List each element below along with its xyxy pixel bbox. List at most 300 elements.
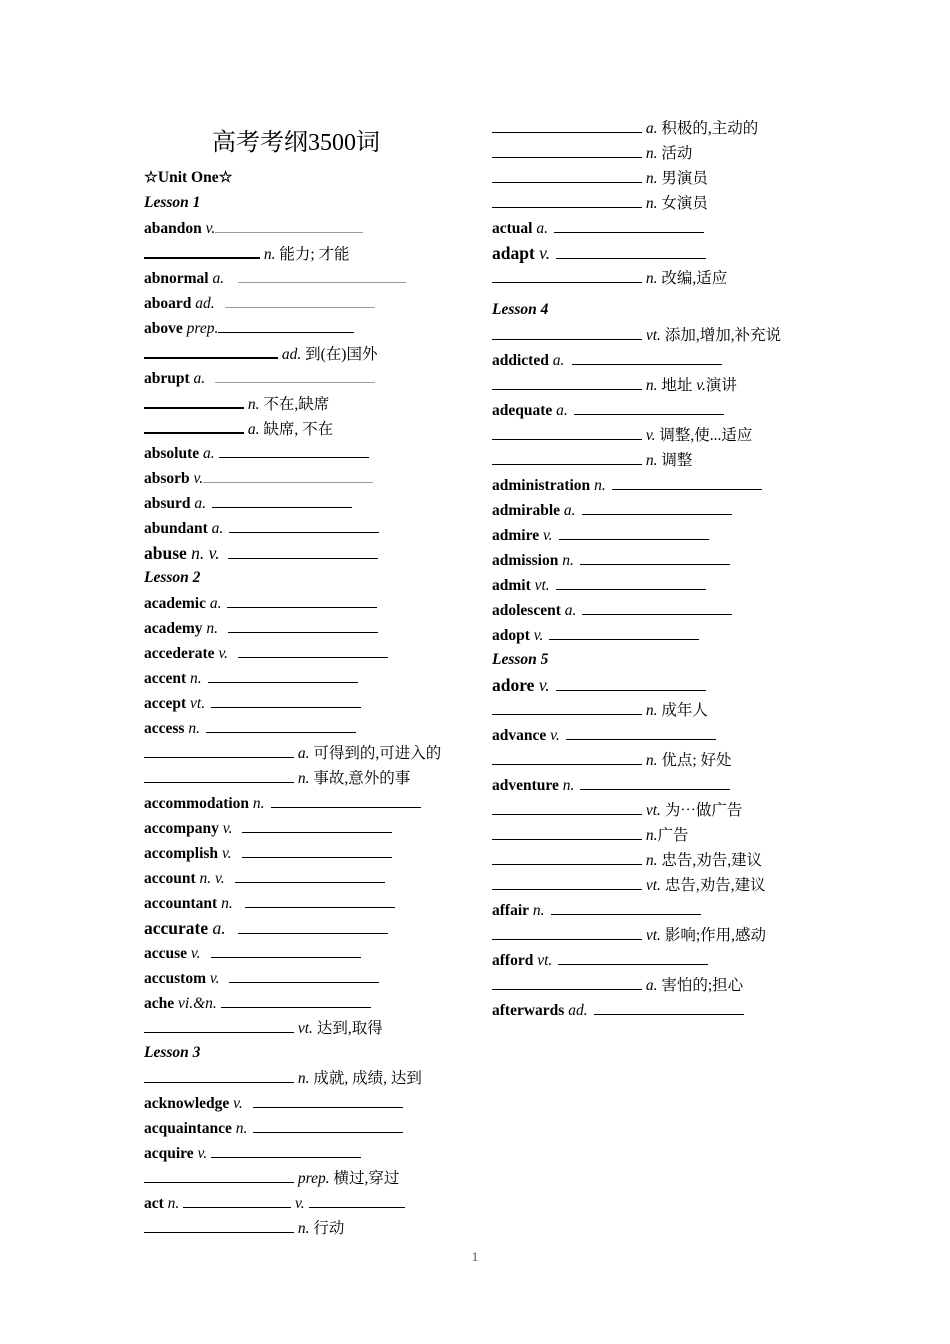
answer-blank[interactable] [492,850,642,865]
answer-blank[interactable] [492,425,642,440]
vocab-entry [144,468,373,489]
vocab-word: abuse [144,543,187,563]
chinese-meaning: 女演员 [657,195,708,212]
answer-blank[interactable] [229,968,379,983]
vocab-entry [492,600,732,621]
answer-blank[interactable] [271,793,421,808]
vocab-entry [492,675,706,695]
part-of-speech: a. [563,502,576,519]
lesson-heading: Lesson 2 [144,569,201,586]
vocab-word: accomplish [144,845,219,862]
answer-blank[interactable] [228,544,378,559]
vocab-entry [144,943,361,964]
vocab-entry [144,568,200,588]
vocab-word: accuse [144,945,188,962]
vocab-word: adapt [492,243,535,263]
part-of-speech: n. [645,170,658,187]
vocab-entry [144,668,358,689]
vocab-entry [492,218,704,239]
part-of-speech: a. [297,745,310,762]
answer-blank[interactable] [212,493,352,508]
vocab-entry [144,368,375,389]
chinese-meaning: 达到,取得 [312,1020,383,1037]
chinese-meaning: 能力; 才能 [275,246,350,263]
vocab-entry [492,750,732,771]
vocab-entry [492,243,706,263]
answer-blank[interactable] [144,393,244,409]
vocab-word: addicted [492,352,549,369]
vocab-word: absolute [144,445,200,462]
part-of-speech: prep. [297,1170,330,1187]
vocab-entry [144,193,200,213]
vocab-entry [144,1193,405,1214]
vocab-word: afterwards [492,1002,565,1019]
answer-blank[interactable] [492,975,642,990]
part-of-speech: v. [193,470,204,487]
vocab-entry [144,993,371,1014]
vocab-word: absorb [144,470,190,487]
part-of-speech: a. [203,445,215,462]
vocab-entry [492,625,699,646]
part-of-speech: v. [696,377,706,394]
part-of-speech: a. [193,370,206,387]
answer-blank[interactable] [206,718,356,733]
chinese-meaning: 成年人 [657,702,708,719]
vocab-entry [492,143,692,164]
part-of-speech: a. [645,120,658,137]
part-of-speech: v. [221,845,232,862]
answer-blank[interactable] [253,1118,403,1133]
vocab-word: adopt [492,627,530,644]
answer-blank[interactable] [574,400,724,415]
chinese-meaning: 到(在)国外 [301,346,378,363]
answer-blank[interactable] [309,1193,405,1208]
part-of-speech: n. [645,702,658,719]
vocab-word: accommodation [144,795,250,812]
vocab-entry [492,650,548,670]
vocab-word: admirable [492,502,561,519]
vocab-entry [144,218,363,239]
part-of-speech: v. [542,527,553,544]
part-of-speech: vt. [534,577,550,594]
chinese-meaning: 男演员 [657,170,708,187]
answer-blank[interactable] [580,775,730,790]
part-of-speech: n. [206,620,219,637]
answer-blank[interactable] [556,676,706,691]
answer-blank[interactable] [253,1093,403,1108]
vocab-entry [492,950,708,971]
chinese-meaning: 积极的,主动的 [657,120,759,137]
part-of-speech: n. [645,195,658,212]
vocab-entry [492,925,766,946]
answer-blank[interactable] [492,268,642,283]
vocab-entry [492,550,730,571]
part-of-speech: n. [167,1195,180,1212]
vocab-entry [144,643,388,664]
answer-blank[interactable] [492,750,642,765]
unit-heading: ☆Unit One☆ [144,169,233,186]
vocab-entry [144,593,377,614]
answer-blank[interactable] [144,768,294,783]
part-of-speech: v. [197,1145,208,1162]
answer-blank[interactable] [242,818,392,833]
vocab-word: accept [144,695,187,712]
vocab-word: admit [492,577,531,594]
part-of-speech: a. [247,421,260,438]
part-of-speech: v. [190,945,201,962]
vocab-word: admire [492,527,540,544]
vocab-word: administration [492,477,591,494]
vocab-word: abrupt [144,370,190,387]
vocab-word: abundant [144,520,208,537]
vocab-word: access [144,720,185,737]
vocab-entry [492,425,752,446]
vocab-entry [144,968,379,989]
answer-blank[interactable] [144,743,294,758]
vocab-word: above [144,320,183,337]
answer-blank[interactable] [492,800,642,815]
part-of-speech: a. [209,595,222,612]
part-of-speech: vt. [645,327,661,344]
vocab-entry [144,1018,383,1039]
answer-blank[interactable] [144,343,278,359]
vocab-word: affair [492,902,530,919]
part-of-speech: vt. [645,877,661,894]
part-of-speech: n. [188,720,200,737]
vocab-entry [492,268,727,289]
part-of-speech: n. [297,770,310,787]
vocab-entry [144,868,385,889]
answer-blank[interactable] [492,325,642,340]
part-of-speech: ad. [568,1002,588,1019]
vocab-word: accountant [144,895,218,912]
answer-blank[interactable] [492,168,642,183]
part-of-speech: v. [550,727,560,744]
answer-blank[interactable] [144,1068,294,1083]
answer-blank[interactable] [582,500,732,515]
vocab-entry [492,118,758,139]
answer-blank[interactable] [566,725,716,740]
vocab-entry [144,818,392,839]
part-of-speech: a. [552,352,565,369]
answer-blank[interactable] [556,244,706,259]
part-of-speech: vt. [537,952,553,969]
answer-blank[interactable] [144,1168,294,1183]
part-of-speech: v. [233,1095,243,1112]
answer-blank[interactable] [242,843,392,858]
answer-blank[interactable] [218,318,354,333]
answer-blank[interactable] [203,468,373,483]
vocab-word: act [144,1195,164,1212]
chinese-meaning: 地址 [657,377,697,394]
answer-blank[interactable] [492,143,642,158]
part-of-speech: n. [594,477,606,494]
chinese-meaning: 添加,增加,补充说 [660,327,782,344]
vocab-entry [144,1218,344,1239]
vocab-entry [144,543,378,563]
answer-blank[interactable] [221,993,371,1008]
vocab-entry [492,800,742,821]
vocab-word: afford [492,952,534,969]
part-of-speech: n. [221,895,233,912]
part-of-speech: n. [263,246,276,263]
vocab-entry [144,843,392,864]
part-of-speech: a. [564,602,577,619]
vocab-entry [492,525,709,546]
part-of-speech: n. v. [191,543,220,563]
vocab-entry [492,725,716,746]
vocab-word: academic [144,595,206,612]
chinese-meaning: 为⋯做广告 [660,802,743,819]
vocab-word: adequate [492,402,553,419]
chinese-meaning: 害怕的;担心 [657,977,744,994]
answer-blank[interactable] [238,919,388,934]
lesson-heading: Lesson 3 [144,1044,201,1061]
answer-blank[interactable] [572,350,722,365]
vocab-entry [144,518,379,539]
vocab-word: academy [144,620,203,637]
vocab-entry [492,475,762,496]
vocab-word: adolescent [492,602,561,619]
part-of-speech: vt. [645,802,661,819]
vocab-word: accederate [144,645,215,662]
vocab-word: abandon [144,220,202,237]
part-of-speech: n. [645,827,658,844]
answer-blank[interactable] [492,825,642,840]
answer-blank[interactable] [492,450,642,465]
part-of-speech: v. [205,220,216,237]
vocab-entry [144,1168,399,1189]
vocab-entry [144,693,361,714]
part-of-speech: n. [645,452,658,469]
vocab-entry [144,1068,422,1089]
answer-blank[interactable] [556,575,706,590]
chinese-meaning: 行动 [309,1220,345,1237]
answer-blank[interactable] [219,443,369,458]
vocab-entry [144,393,329,415]
answer-blank[interactable] [554,218,704,233]
part-of-speech: ad. [281,346,302,363]
part-of-speech: v. [295,1195,305,1212]
part-of-speech: n. [190,670,202,687]
vocab-entry [144,443,369,464]
vocab-entry [144,918,388,938]
lesson-heading: Lesson 5 [492,651,549,668]
vocab-entry [144,343,377,365]
part-of-speech: n. [645,377,658,394]
part-of-speech: n. [532,902,545,919]
answer-blank[interactable] [559,525,709,540]
answer-blank[interactable] [238,643,388,658]
vocab-word: absurd [144,495,191,512]
vocab-entry [492,300,548,320]
answer-blank[interactable] [235,868,385,883]
part-of-speech: vt. [645,927,661,944]
part-of-speech: vt. [297,1020,313,1037]
vocab-entry [144,418,333,440]
part-of-speech: n. [562,552,574,569]
answer-blank[interactable] [144,1018,294,1033]
vocab-word: advance [492,727,547,744]
part-of-speech: n. [252,795,265,812]
vocab-entry [492,900,701,921]
part-of-speech: n. [645,752,658,769]
part-of-speech: a. [556,402,568,419]
answer-blank[interactable] [582,600,732,615]
vocab-word: admission [492,552,559,569]
part-of-speech: n. [247,396,260,413]
chinese-meaning: 调整 [657,452,693,469]
vocab-word: account [144,870,196,887]
chinese-meaning: 横过,穿过 [329,1170,400,1187]
vocab-word: accustom [144,970,206,987]
vocab-entry [144,493,352,514]
chinese-meaning: 可得到的,可进入的 [309,745,442,762]
answer-blank[interactable] [227,593,377,608]
vocab-word: accurate [144,918,209,938]
chinese-meaning: 广告 [657,827,689,844]
vocab-entry [144,1043,200,1063]
chinese-meaning: 优点; 好处 [657,752,732,769]
answer-blank[interactable] [144,243,260,259]
answer-blank[interactable] [229,518,379,533]
part-of-speech: v. [218,645,229,662]
answer-blank[interactable] [245,893,395,908]
vocab-word: ache [144,995,175,1012]
vocab-entry [144,893,395,914]
part-of-speech: ad. [195,295,215,312]
vocab-word: accompany [144,820,219,837]
part-of-speech: prep. [186,320,219,337]
vocab-entry [492,775,730,796]
vocab-entry [492,400,724,421]
vocab-entry [144,743,441,764]
vocab-entry [144,1118,403,1139]
vocab-word: aboard [144,295,192,312]
chinese-meaning: 演讲 [705,377,737,394]
chinese-meaning: 改编,适应 [657,270,728,287]
part-of-speech: n. [645,145,658,162]
part-of-speech: vi.&n. [178,995,217,1012]
answer-blank[interactable] [144,418,244,434]
vocab-entry [144,768,410,789]
part-of-speech: n. [297,1220,310,1237]
answer-blank[interactable] [549,625,699,640]
answer-blank[interactable] [215,368,375,383]
answer-blank[interactable] [492,375,642,390]
chinese-meaning: 不在,缺席 [259,396,330,413]
answer-blank[interactable] [492,925,642,940]
vocab-entry [492,350,722,371]
vocab-entry [144,243,350,265]
vocab-entry [492,193,708,214]
vocab-entry [144,293,375,314]
chinese-meaning: 调整,使...适应 [655,427,753,444]
vocab-entry [492,168,708,189]
answer-blank[interactable] [183,1193,291,1208]
chinese-meaning: 缺席, 不在 [259,421,334,438]
vocab-entry [144,318,354,339]
vocab-word: adventure [492,777,559,794]
part-of-speech: n. [645,270,658,287]
vocab-word: actual [492,220,533,237]
answer-blank[interactable] [144,1218,294,1233]
part-of-speech: v. [539,243,551,263]
vocab-entry [144,793,421,814]
answer-blank[interactable] [580,550,730,565]
part-of-speech: v. [645,427,656,444]
vocab-entry [492,825,689,846]
part-of-speech: a. [211,520,224,537]
answer-blank[interactable] [208,668,358,683]
vocab-entry [492,1000,744,1021]
vocab-word: abnormal [144,270,209,287]
part-of-speech: a. [536,220,548,237]
vocab-word: acknowledge [144,1095,230,1112]
answer-blank[interactable] [492,118,642,133]
answer-blank[interactable] [215,218,363,233]
answer-blank[interactable] [558,950,708,965]
vocab-word: acquaintance [144,1120,232,1137]
part-of-speech: n. v. [199,870,225,887]
lesson-heading: Lesson 4 [492,301,549,318]
part-of-speech: a. [645,977,658,994]
vocab-entry [144,1143,361,1164]
answer-blank[interactable] [211,1143,361,1158]
part-of-speech: vt. [190,695,206,712]
vocab-entry [144,618,378,639]
chinese-meaning: 事故,意外的事 [309,770,411,787]
vocab-entry [492,450,692,471]
vocab-entry [144,718,356,739]
vocab-word: adore [492,675,535,695]
part-of-speech: n. [297,1070,310,1087]
vocab-entry [492,975,743,996]
chinese-meaning: 忠告,劝告,建议 [660,877,766,894]
vocab-entry [492,575,706,596]
chinese-meaning: 影响;作用,感动 [660,927,766,944]
vocab-entry [144,1093,403,1114]
vocab-entry [144,168,233,188]
page-number: 1 [471,1249,479,1264]
part-of-speech: n. [645,852,658,869]
vocab-entry [492,375,737,396]
vocab-entry [492,875,766,896]
vocab-entry [492,850,762,871]
chinese-meaning: 活动 [657,145,693,162]
answer-blank[interactable] [228,618,378,633]
answer-blank[interactable] [551,900,701,915]
vocab-word: acquire [144,1145,194,1162]
answer-blank[interactable] [492,875,642,890]
part-of-speech: v. [209,970,220,987]
part-of-speech: v. [222,820,233,837]
answer-blank[interactable] [238,268,406,283]
answer-blank[interactable] [594,1000,744,1015]
answer-blank[interactable] [492,700,642,715]
part-of-speech: v. [533,627,544,644]
part-of-speech: a. [212,270,225,287]
part-of-speech: a. [194,495,207,512]
vocab-entry [492,325,781,346]
answer-blank[interactable] [612,475,762,490]
answer-blank[interactable] [492,193,642,208]
answer-blank[interactable] [211,693,361,708]
chinese-meaning: 成就, 成绩, 达到 [309,1070,422,1087]
chinese-meaning: 忠告,劝告,建议 [657,852,763,869]
answer-blank[interactable] [225,293,375,308]
answer-blank[interactable] [211,943,361,958]
